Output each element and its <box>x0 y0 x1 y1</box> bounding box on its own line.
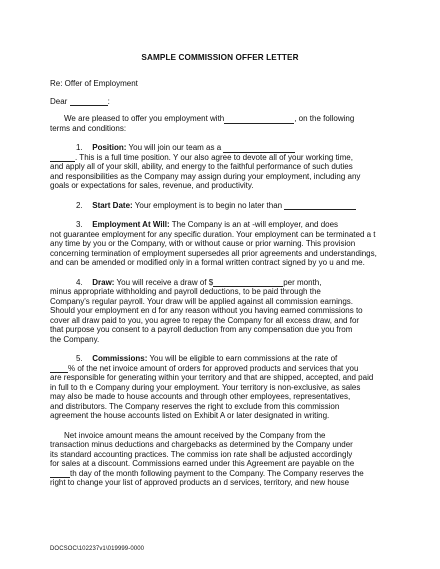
section-heading: Draw: <box>92 277 115 287</box>
commissions-line-1: You will be eligible to earn commissions at the rate of <box>149 354 338 363</box>
net-line-2: transaction minus deductions and chargebacks as determined by the Company under <box>50 440 353 449</box>
section-heading: Start Date: <box>92 200 133 210</box>
draw-line-1b: per month, <box>283 277 322 287</box>
position-line-2: . This is a full time position. Y our also agree to devote all of your working time, <box>75 152 353 162</box>
dear-text: Dear <box>50 96 68 106</box>
name-blank[interactable] <box>70 97 108 106</box>
section-number: 4. <box>76 277 83 287</box>
commissions-line-6: and distributors. The Company reserves the right to exclude from this commission <box>50 401 340 411</box>
position-title-blank-2[interactable] <box>50 153 75 162</box>
company-blank[interactable] <box>224 115 294 124</box>
section-at-will <box>50 220 395 268</box>
section-number: 3. <box>76 220 83 229</box>
commissions-line-5: may also be made to house accounts and through other employees, representatives, <box>50 392 351 401</box>
draw-line-2: minus appropriate withholding and payroll deductions, to be paid through the <box>50 287 321 296</box>
position-title-blank[interactable] <box>223 144 295 153</box>
draw-line-1a: You will receive a draw of $ <box>116 277 214 287</box>
atwill-line-5: and can be amended or modified only in a formal written contract signed by yo u and me. <box>50 258 365 267</box>
position-line-5: goals or expectations for sales, revenue, and productivity. <box>50 181 254 190</box>
draw-line-3: Company's regular payroll. Your draw will be applied against all commission earnings. <box>50 296 354 306</box>
draw-line-5: cover all draw paid to you, you agree to repay the Company for all excess draw, and for <box>50 315 360 325</box>
section-number: 1. <box>76 143 83 152</box>
payment-day-blank[interactable] <box>50 469 70 478</box>
draw-line-4: Should your employment en d for any reason without you having earned commissions to <box>50 306 363 315</box>
section-draw <box>50 278 395 345</box>
section-heading: Employment At Will: <box>92 220 170 229</box>
net-line-6: right to change your list of approved products an d services, territory, and new house <box>50 478 350 487</box>
net-line-1: Net invoice amount means the amount received by the Company from the <box>64 430 326 440</box>
letter-body <box>50 79 395 488</box>
intro-text-a: We are pleased to offer you employment with <box>64 114 225 123</box>
start-line-1: Your employment is to begin no later than <box>134 200 283 210</box>
commission-rate-blank[interactable] <box>50 364 68 373</box>
intro-text-c: terms and conditions: <box>50 123 127 133</box>
draw-line-7: the Company. <box>50 334 100 344</box>
net-line-5: th day of the month following payment to the Company. The Company reserves the <box>70 468 364 478</box>
atwill-line-2: not guarantee employment for any specific duration. Your employment can be terminated a t <box>50 229 376 239</box>
position-line-3: and apply all of your skill, ability, and energy to the faithful performance of such duties <box>50 162 353 171</box>
net-invoice-paragraph <box>50 431 395 488</box>
intro-text-b: , on the following <box>294 114 355 123</box>
re-line: Re: Offer of Employment <box>50 79 138 88</box>
draw-amount-blank[interactable] <box>213 278 283 287</box>
section-number: 2. <box>76 200 83 210</box>
commissions-line-3: are responsible for generating within your territory and that are shipped, accepted, and paid <box>50 373 374 382</box>
letter-title: SAMPLE COMMISSION OFFER LETTER <box>141 53 299 62</box>
section-start-date <box>50 201 395 211</box>
section-heading: Commissions: <box>92 354 148 363</box>
atwill-line-3: any time by you or the Company, with or without cause or prior warning. This provision <box>50 239 356 248</box>
net-line-3: its standard accounting practices. The commiss ion rate shall be adjusted accordingly <box>50 449 353 459</box>
draw-line-6: that purpose you consent to a payroll deduction from any compensation due you from <box>50 325 353 334</box>
net-line-4: for sales at a discount. Commissions earned under this Agreement are payable on the <box>50 459 355 468</box>
document-id-footer: DOCSOC\102237v1\019999-0000 <box>50 546 145 552</box>
start-date-blank[interactable] <box>284 201 356 210</box>
commissions-line-2: % of the net invoice amount of orders for approved products and services that you <box>68 363 359 373</box>
intro-paragraph <box>50 114 395 133</box>
position-line-1: You will join our team as a <box>128 143 222 152</box>
commissions-line-4: in full to th e Company during your employment. Your territory is non-exclusive, as sales <box>50 382 361 392</box>
section-commissions <box>50 354 395 421</box>
section-position <box>50 143 395 191</box>
commissions-line-7: agreement the house accounts listed on Exhibit A or later designated in writing. <box>50 411 330 420</box>
section-number: 5. <box>76 354 83 363</box>
atwill-line-4: concerning termination of employment supersedes all prior agreements and understandings, <box>50 248 377 258</box>
section-heading: Position: <box>92 143 127 152</box>
position-line-4: and responsibilities as the Company may assign during your employment, including any <box>50 171 361 181</box>
atwill-line-1: The Company is an at -will employer, and does <box>171 220 339 229</box>
salutation: Dear : <box>50 96 110 106</box>
